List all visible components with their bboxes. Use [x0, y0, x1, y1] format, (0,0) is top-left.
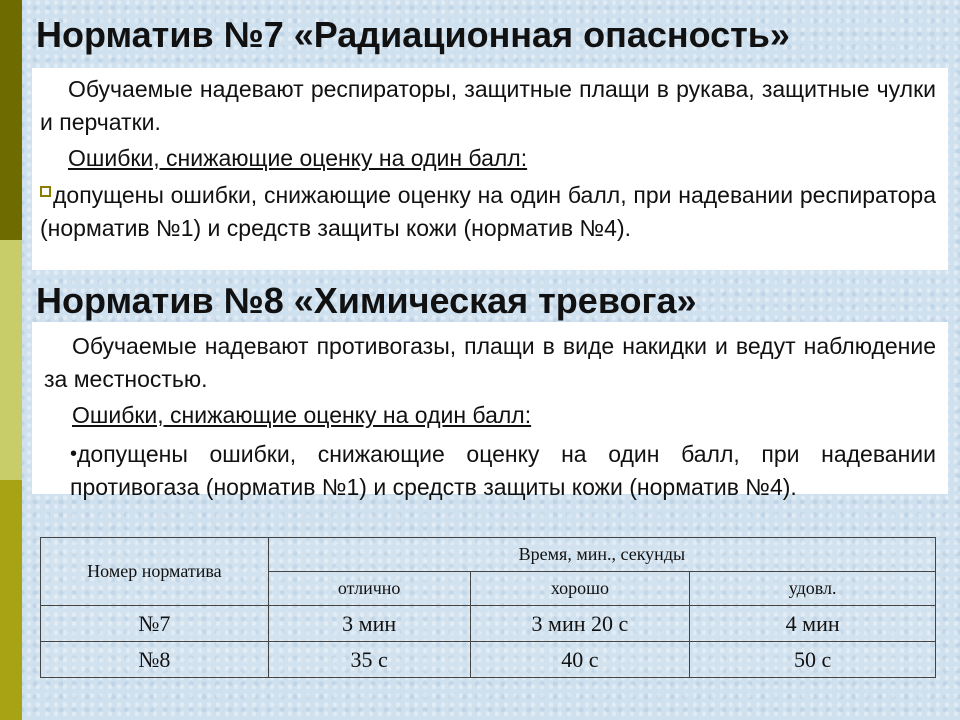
- decorative-stripe-bottom: [0, 480, 22, 720]
- header-time: Время, мин., секунды: [268, 538, 935, 572]
- header-grade-good: хорошо: [470, 572, 690, 606]
- norm-8-errors-title: Ошибки, снижающие оценку на один балл:: [72, 402, 532, 428]
- cell-satisfactory: 50 с: [690, 642, 936, 678]
- time-standards-table: [40, 537, 936, 677]
- norm-8-error-text: допущены ошибки, снижающие оценку на один балл, при надевании противогаза (норматив №1) и средств защиты кожи (норматив №4).: [70, 441, 936, 500]
- heading-norm-7: Норматив №7 «Радиационная опасность»: [36, 14, 790, 55]
- table-row: [41, 642, 936, 678]
- norm-8-intro: Обучаемые надевают противогазы, плащи в виде накидки и ведут наблюдение за местностью.: [44, 333, 936, 392]
- norm-7-panel: [32, 68, 948, 270]
- norm-8-error-item: [44, 438, 936, 504]
- cell-satisfactory: 4 мин: [690, 606, 936, 642]
- header-grade-excellent: отлично: [268, 572, 470, 606]
- dot-bullet-icon: •: [70, 443, 78, 465]
- norm-7-error-item: [40, 179, 936, 245]
- header-grade-satisfactory: удовл.: [690, 572, 936, 606]
- cell-good: 3 мин 20 с: [470, 606, 690, 642]
- header-norm-number: Номер норматива: [41, 538, 269, 606]
- row-number: №8: [41, 642, 269, 678]
- norm-7-error-text: допущены ошибки, снижающие оценку на один балл, при надевании респиратора (норматив №1) и средств защиты кожи (норматив №4).: [40, 182, 936, 241]
- cell-excellent: 35 с: [268, 642, 470, 678]
- norm-8-panel: [32, 322, 948, 500]
- cell-good: 40 с: [470, 642, 690, 678]
- norm-7-errors-title: Ошибки, снижающие оценку на один балл:: [68, 145, 528, 171]
- row-number: №7: [41, 606, 269, 642]
- decorative-stripe-top: [0, 0, 22, 240]
- table-row: [41, 606, 936, 642]
- decorative-stripe-middle: [0, 240, 22, 480]
- norm-7-intro: Обучаемые надевают респираторы, защитные плащи в рукава, защитные чулки и перчатки.: [40, 76, 936, 135]
- cell-excellent: 3 мин: [268, 606, 470, 642]
- heading-norm-8: Норматив №8 «Химическая тревога»: [36, 280, 697, 321]
- square-bullet-icon: [40, 186, 51, 197]
